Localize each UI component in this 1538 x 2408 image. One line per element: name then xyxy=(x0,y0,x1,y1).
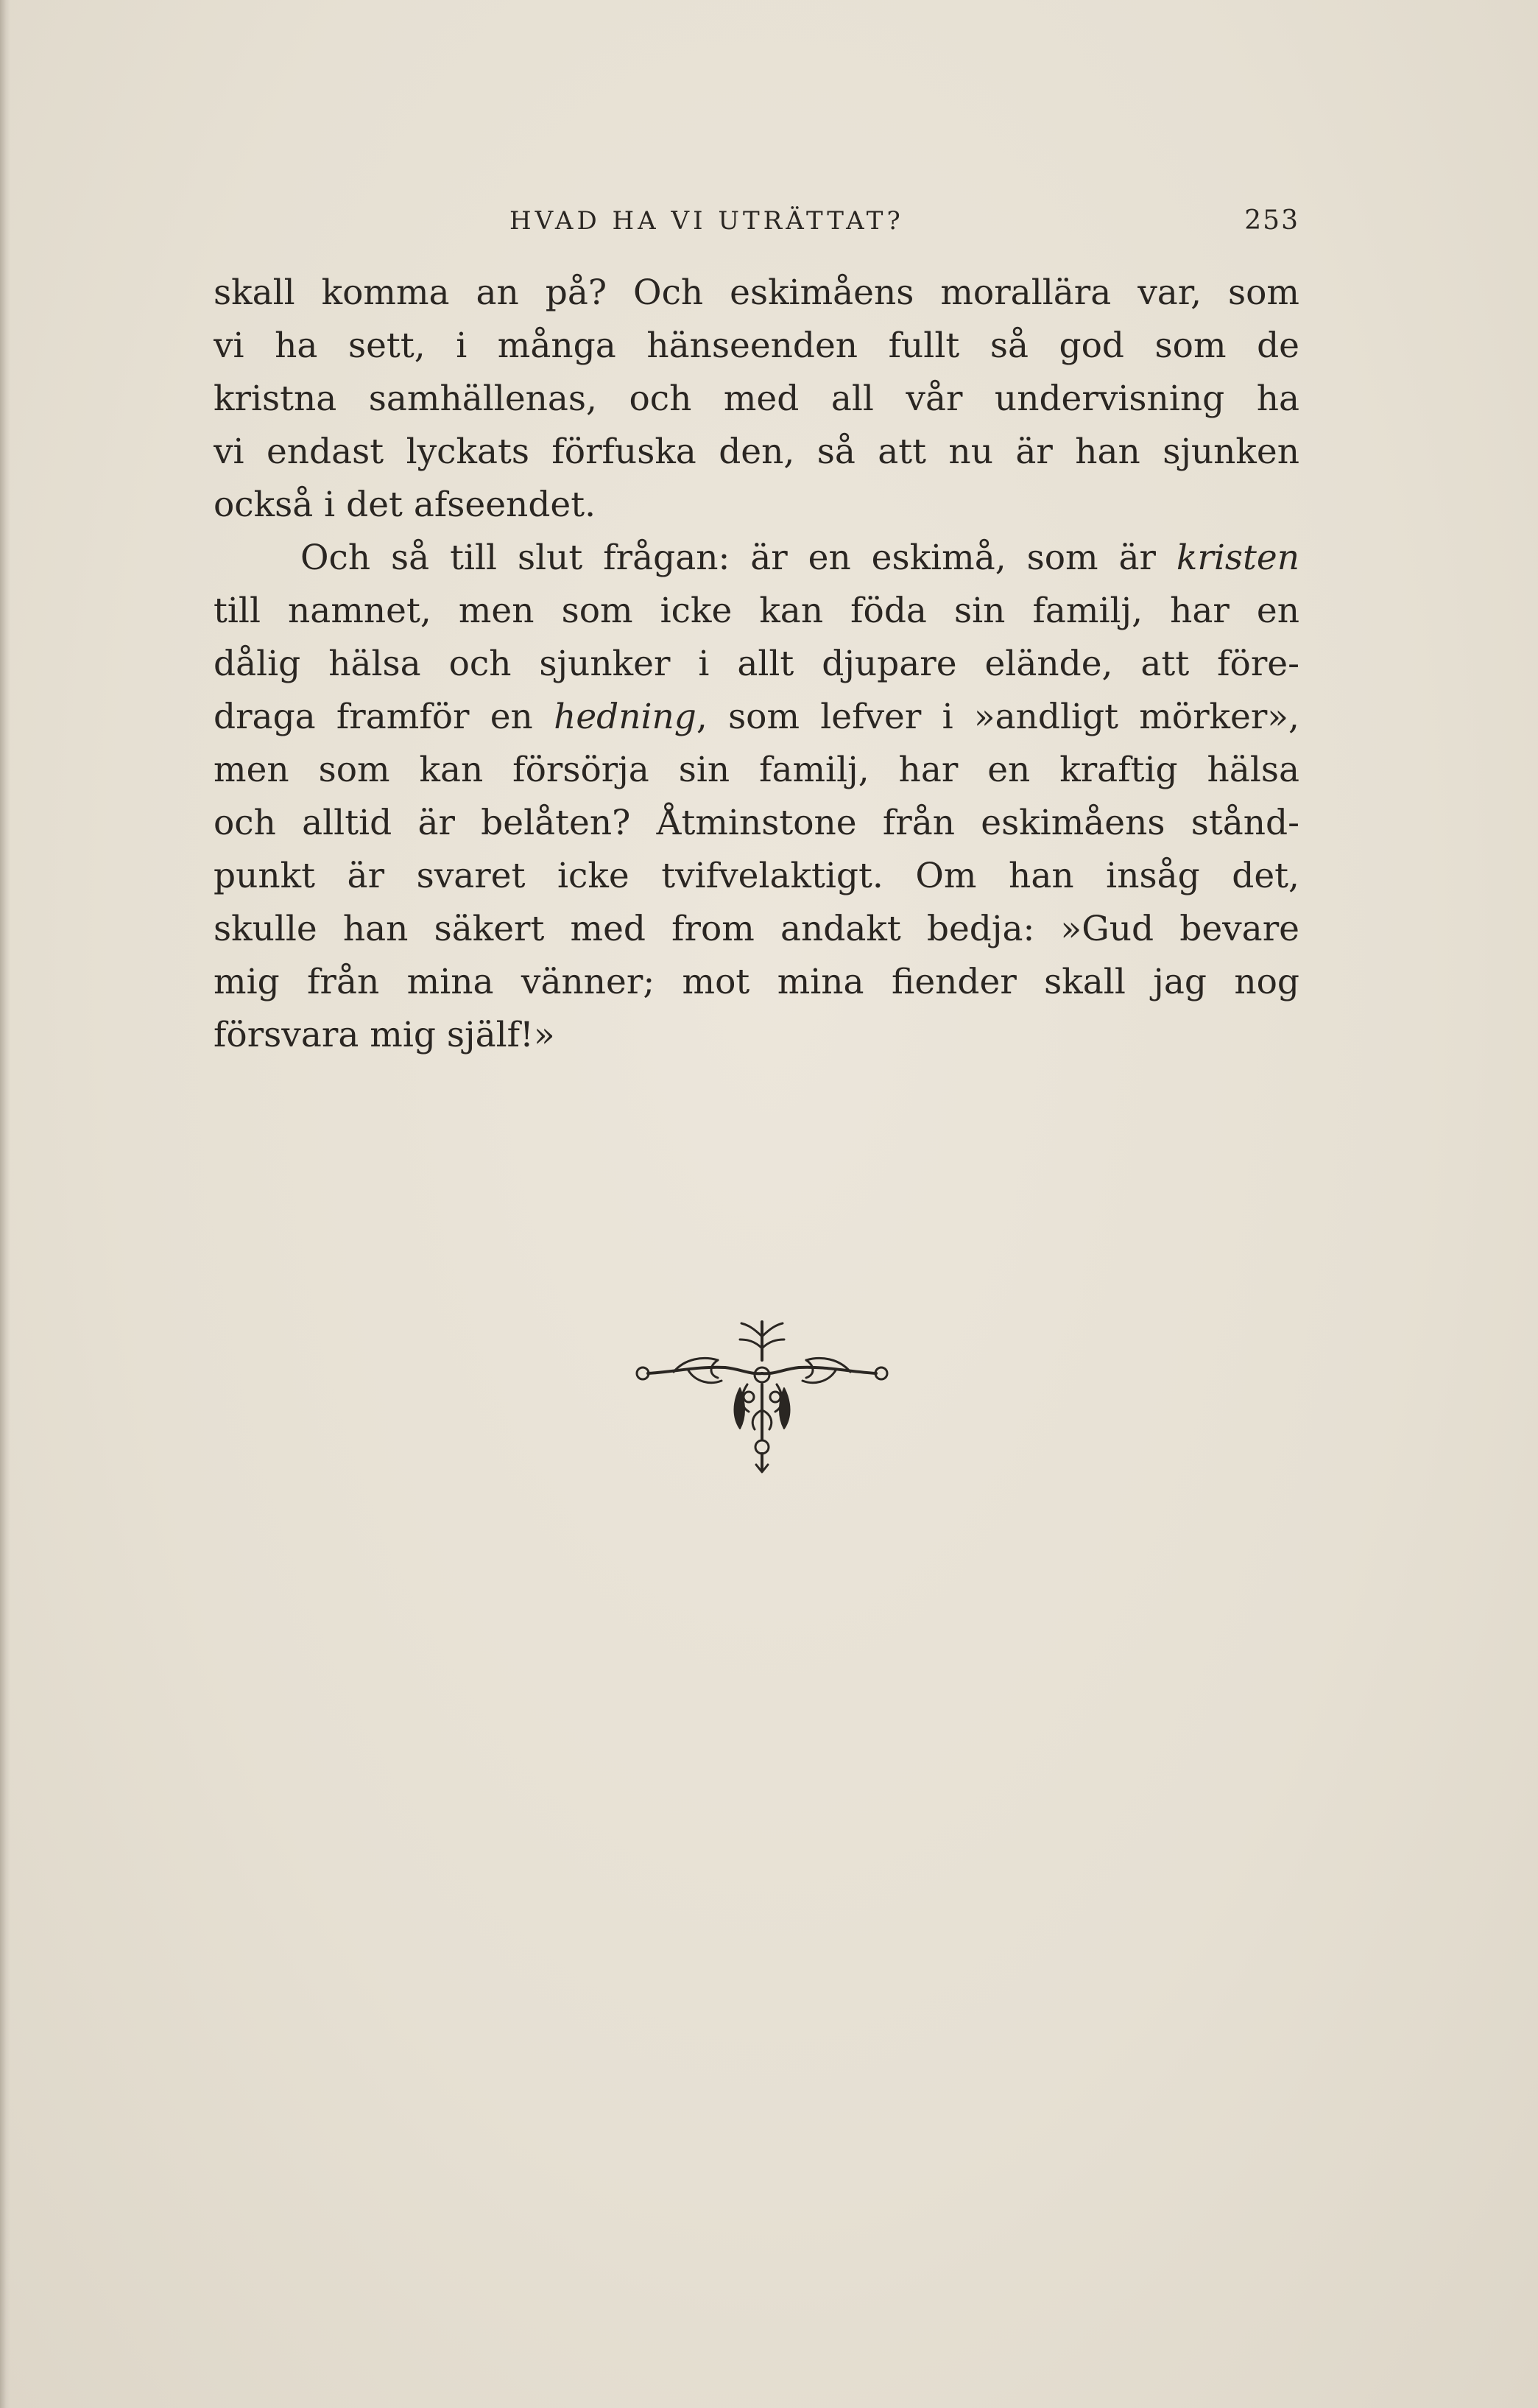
page-number: 253 xyxy=(1244,205,1299,236)
text-line: kristna samhällenas, och med all vår undervisning ha xyxy=(214,379,1299,419)
running-title: HVAD HA VI UTRÄTTAT? xyxy=(509,206,904,236)
text-line: till namnet, men som icke kan föda sin familj, har en xyxy=(214,591,1299,631)
text-line: vi endast lyckats förfuska den, så att nu är han sjunken xyxy=(214,432,1299,472)
text-line: skulle han säkert med from andakt bedja: »Gud bevare xyxy=(214,909,1299,949)
page-binding-edge xyxy=(0,0,10,2408)
text-line xyxy=(214,532,1299,585)
text-line: vi ha sett, i många hänseenden fullt så god som de xyxy=(214,325,1299,366)
text-line xyxy=(214,691,1299,744)
text-line: försvara mig själf!» xyxy=(214,1015,555,1055)
text-line: dålig hälsa och sjunker i allt djupare elände, att före- xyxy=(214,644,1299,684)
text-line: och alltid är belåten? Åtminstone från eskimåens stånd- xyxy=(214,803,1299,843)
text-segment: Och så till slut frågan: är en eskimå, som är xyxy=(300,538,1156,578)
italic-word: kristen xyxy=(1176,538,1299,578)
italic-word: hedning xyxy=(554,697,696,737)
text-line: också i det afseendet. xyxy=(214,485,596,525)
text-line: skall komma an på? Och eskimåens morallära var, som xyxy=(214,272,1299,313)
text-line: mig från mina vänner; mot mina fiender skall jag nog xyxy=(214,962,1299,1002)
floral-tailpiece-ornament-icon xyxy=(629,1314,895,1476)
body-text xyxy=(214,267,1299,1062)
text-segment: draga framför en xyxy=(214,697,533,737)
text-segment: , som lefver i »andligt mörker», xyxy=(696,697,1299,737)
text-line: punkt är svaret icke tvifvelaktigt. Om han insåg det, xyxy=(214,856,1299,896)
text-line: men som kan försörja sin familj, har en kraftig hälsa xyxy=(214,750,1299,790)
page-header xyxy=(214,199,1299,243)
